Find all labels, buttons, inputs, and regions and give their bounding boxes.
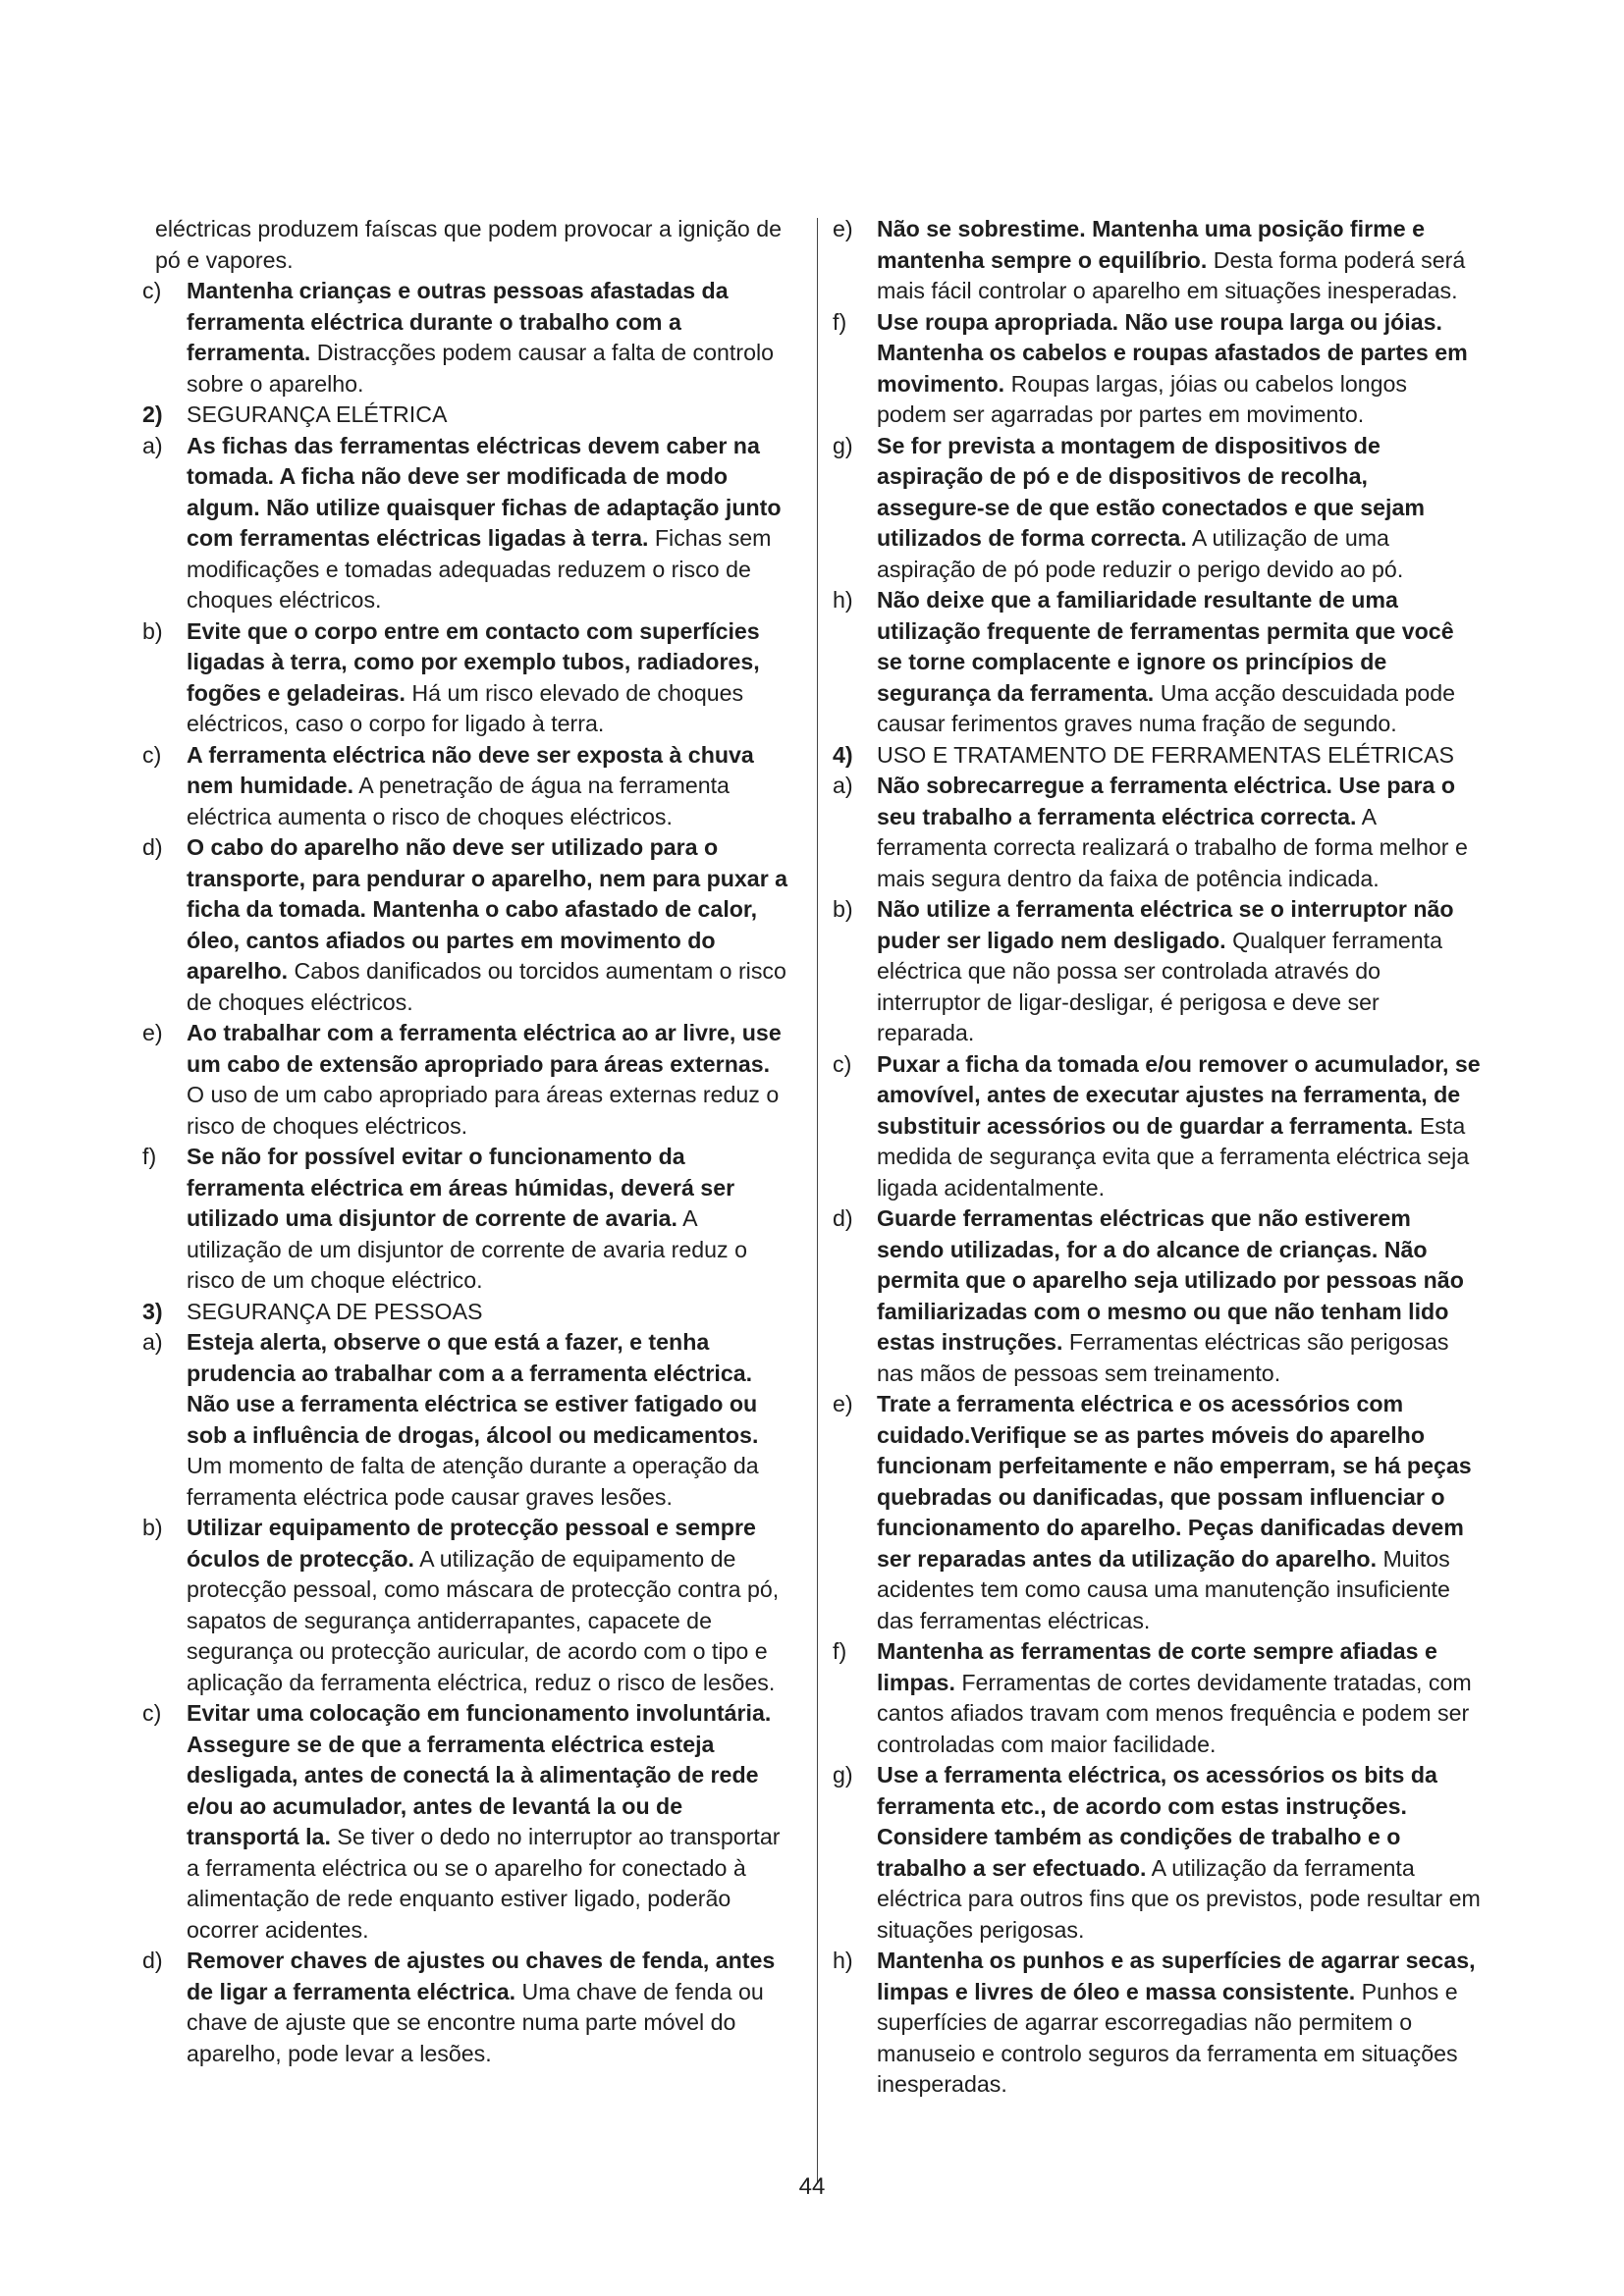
item-label: 3) <box>142 1298 163 1324</box>
body-text: eléctricas produzem faíscas que podem provocar a ignição de pó e vapores. <box>155 216 783 273</box>
bold-instruction: Não deixe que a familiaridade resultante de uma utilização frequente de ferramentas permita que você se torne complacente e ignore os princípios de segurança da ferramenta. <box>877 587 1454 706</box>
body-text: A utilização da ferramenta eléctrica para outros fins que os previstos, pode resultar em situações perigosas. <box>877 1854 1481 1943</box>
item-label: c) <box>142 1700 162 1726</box>
bold-instruction: Guarde ferramentas eléctricas que não estiverem sendo utilizadas, for a do alcance de crianças. Não permita que o aparelho seja utilizado por pessoas não familiarizadas com o mesmo ou que não tenham lido estas instruções. <box>877 1205 1464 1355</box>
item-label: f) <box>833 1638 847 1664</box>
list-item <box>833 1203 1481 1389</box>
bold-instruction: Não utilize a ferramenta eléctrica se o interruptor não puder ser ligado nem desligado. <box>877 896 1454 953</box>
list-item <box>142 1142 790 1297</box>
list-item <box>833 307 1481 431</box>
item-label: d) <box>142 1948 163 1973</box>
item-label: d) <box>142 834 163 860</box>
item-label: g) <box>833 432 853 458</box>
list-item <box>833 214 1481 307</box>
heading-text: USO E TRATAMENTO DE FERRAMENTAS ELÉTRICAS <box>877 741 1454 768</box>
list-item <box>833 585 1481 740</box>
body-text: O uso de um cabo apropriado para áreas externas reduz o risco de choques eléctricos. <box>187 1082 780 1139</box>
body-text: Qualquer ferramenta eléctrica que não possa ser controlada através do interruptor de ligar-desligar, é perigosa e deve ser reparada. <box>877 927 1443 1045</box>
list-item <box>142 1327 790 1513</box>
list-item <box>833 894 1481 1049</box>
bold-instruction: Trate a ferramenta eléctrica e os acessórios com cuidado.Verifique se as partes móveis do aparelho funcionam perfeitamente e não emperram, se há peças quebradas ou danificadas, que possam influenciar o funcionamento do aparelho. Peças danificadas devem ser reparadas antes da utilização do aparelho. <box>877 1391 1472 1572</box>
bold-instruction: Mantenha crianças e outras pessoas afastadas da ferramenta eléctrica durante o trabalho com a ferramenta. <box>187 278 729 365</box>
body-text: Ferramentas eléctricas são perigosas nas mãos de pessoas sem treinamento. <box>877 1329 1449 1386</box>
item-label: g) <box>833 1762 853 1788</box>
list-item <box>833 1760 1481 1946</box>
list-item <box>142 431 790 616</box>
body-text: Desta forma poderá será mais fácil controlar o aparelho em situações inesperadas. <box>877 246 1466 303</box>
body-text: A penetração de água na ferramenta eléctrica aumenta o risco de choques eléctricos. <box>187 773 730 829</box>
item-label: a) <box>142 432 163 458</box>
body-text: Uma chave de fenda ou chave de ajuste que se encontre numa parte móvel do aparelho, pode levar a lesões. <box>187 1978 764 2066</box>
body-text: Roupas largas, jóias ou cabelos longos podem ser agarradas por partes em movimento. <box>877 370 1408 427</box>
bold-instruction: Esteja alerta, observe o que está a fazer, e tenha prudencia ao trabalhar com a a ferramenta eléctrica. Não use a ferramenta eléctrica se estiver fatigado ou sob a influência de drogas, álcool ou medicamentos. <box>187 1329 759 1448</box>
item-label: a) <box>833 773 853 798</box>
item-label: c) <box>833 1050 852 1077</box>
body-text: Cabos danificados ou torcidos aumentam o risco de choques eléctricos. <box>187 958 786 1015</box>
body-text: Distracções podem causar a falta de controlo sobre o aparelho. <box>187 340 775 397</box>
section-heading <box>833 740 1481 772</box>
bold-instruction: Não sobrecarregue a ferramenta eléctrica. Use para o seu trabalho a ferramenta eléctrica correcta. <box>877 773 1455 829</box>
body-text: Se tiver o dedo no interruptor ao transportar a ferramenta eléctrica ou se o aparelho for conectado à alimentação de rede enquanto estiver ligado, poderão ocorrer acidentes. <box>187 1824 781 1943</box>
bold-instruction: Use roupa apropriada. Não use roupa larga ou jóias. Mantenha os cabelos e roupas afastados de partes em movimento. <box>877 308 1468 397</box>
bold-instruction: Não se sobrestime. Mantenha uma posição firme e mantenha sempre o equilíbrio. <box>877 216 1425 273</box>
item-label: c) <box>142 278 162 303</box>
body-text: Esta medida de segurança evita que a ferramenta eléctrica seja ligada acidentalmente. <box>877 1112 1470 1201</box>
body-text: A utilização de uma aspiração de pó pode reduzir o perigo devido ao pó. <box>877 525 1404 582</box>
body-text: Punhos e superfícies de agarrar escorregadias não permitem o manuseio e controlo seguros da ferramenta em situações inesperadas. <box>877 1978 1458 2097</box>
bold-instruction: Se não for possível evitar o funcionamento da ferramenta eléctrica em áreas húmidas, deverá ser utilizado uma disjuntor de corrente de avaria. <box>187 1144 735 1231</box>
list-item <box>142 740 790 833</box>
item-label: h) <box>833 587 853 613</box>
list-item <box>833 1636 1481 1760</box>
bold-instruction: A ferramenta eléctrica não deve ser exposta à chuva nem humidade. <box>187 741 754 798</box>
item-label: a) <box>142 1329 163 1355</box>
left-column <box>142 214 790 2069</box>
bold-instruction: Use a ferramenta eléctrica, os acessórios os bits da ferramenta etc., de acordo com estas instruções. Considere também as condições de trabalho e o trabalho a ser efectuado. <box>877 1762 1437 1881</box>
column-divider <box>817 218 818 2183</box>
body-text: A ferramenta correcta realizará o trabalho de forma melhor e mais segura dentro da faixa de potência indicada. <box>877 803 1468 891</box>
item-label: 2) <box>142 401 163 427</box>
item-label: e) <box>833 1391 853 1416</box>
bold-instruction: Puxar a ficha da tomada e/ou remover o acumulador, se amovível, antes de executar ajustes na ferramenta, de substituir acessórios ou de guardar a ferramenta. <box>877 1050 1481 1139</box>
list-item <box>142 1513 790 1698</box>
item-label: e) <box>833 216 853 241</box>
list-item <box>142 832 790 1018</box>
right-column <box>833 214 1481 2101</box>
body-text: Muitos acidentes tem como causa uma manutenção insuficiente das ferramentas eléctricas. <box>877 1545 1450 1633</box>
continued-paragraph <box>142 214 790 276</box>
list-item <box>142 1698 790 1946</box>
item-label: d) <box>833 1205 853 1231</box>
bold-instruction: O cabo do aparelho não deve ser utilizado para o transporte, para pendurar o aparelho, nem para puxar a ficha da tomada. Mantenha o cabo afastado de calor, óleo, cantos afiados ou partes em movimento do aparelho. <box>187 834 788 984</box>
item-label: b) <box>142 617 163 644</box>
list-item <box>142 1946 790 2069</box>
item-label: h) <box>833 1948 853 1973</box>
bold-instruction: Mantenha as ferramentas de corte sempre afiadas e limpas. <box>877 1638 1437 1695</box>
body-text: Há um risco elevado de choques eléctricos, caso o corpo for ligado à terra. <box>187 679 744 736</box>
bold-instruction: Se for prevista a montagem de dispositivos de aspiração de pó e de dispositivos de recolha, assegure-se de que estão conectados e que sejam utilizados de forma correcta. <box>877 432 1426 551</box>
body-text: Uma acção descuidada pode causar ferimentos graves numa fração de segundo. <box>877 679 1456 736</box>
item-label: b) <box>142 1515 163 1540</box>
list-item <box>833 1049 1481 1204</box>
bold-instruction: Ao trabalhar com a ferramenta eléctrica ao ar livre, use um cabo de extensão apropriado para áreas externas. <box>187 1020 782 1077</box>
bold-instruction: Evite que o corpo entre em contacto com superfícies ligadas à terra, como por exemplo tubos, radiadores, fogões e geladeiras. <box>187 617 760 706</box>
body-text: A utilização de equipamento de protecção pessoal, como máscara de protecção contra pó, sapatos de segurança antiderrapantes, capacete de segurança ou protecção auricular, de acordo com o tipo e aplicação da ferramenta eléctrica, reduz o risco de lesões. <box>187 1545 780 1695</box>
heading-text: SEGURANÇA DE PESSOAS <box>187 1298 483 1324</box>
item-label: 4) <box>833 741 853 768</box>
section-heading <box>142 400 790 431</box>
body-text: A utilização de um disjuntor de corrente de avaria reduz o risco de um choque eléctrico. <box>187 1205 747 1293</box>
bold-instruction: Mantenha os punhos e as superfícies de agarrar secas, limpas e livres de óleo e massa consistente. <box>877 1948 1476 2004</box>
list-item <box>833 1946 1481 2101</box>
list-item <box>833 431 1481 586</box>
page-number: 44 <box>798 2173 826 2200</box>
body-text: Fichas sem modificações e tomadas adequadas reduzem o risco de choques eléctricos. <box>187 525 772 613</box>
bold-instruction: As fichas das ferramentas eléctricas devem caber na tomada. A ficha não deve ser modificada de modo algum. Não utilize quaisquer fichas de adaptação junto com ferramentas eléctricas ligadas à terra. <box>187 432 782 551</box>
list-item <box>142 1018 790 1142</box>
bold-instruction: Utilizar equipamento de protecção pessoal e sempre óculos de protecção. <box>187 1515 756 1572</box>
bold-instruction: Remover chaves de ajustes ou chaves de fenda, antes de ligar a ferramenta eléctrica. <box>187 1948 776 2004</box>
list-item <box>833 1389 1481 1636</box>
item-label: b) <box>833 896 853 922</box>
list-item <box>142 276 790 400</box>
list-item <box>833 771 1481 894</box>
bold-instruction: Evitar uma colocação em funcionamento involuntária. Assegure se de que a ferramenta eléctrica esteja desligada, antes de conectá la à alimentação de rede e/ou ao acumulador, antes de levantá la ou de transportá la. <box>187 1700 772 1849</box>
body-text: Um momento de falta de atenção durante a operação da ferramenta eléctrica pode causar graves lesões. <box>187 1453 759 1510</box>
item-label: f) <box>833 308 847 335</box>
body-text: Ferramentas de cortes devidamente tratadas, com cantos afiados travam com menos frequência e podem ser controladas com maior facilidade. <box>877 1669 1472 1757</box>
list-item <box>142 616 790 740</box>
heading-text: SEGURANÇA ELÉTRICA <box>187 401 448 427</box>
item-label: f) <box>142 1144 157 1169</box>
item-label: e) <box>142 1020 163 1045</box>
item-label: c) <box>142 741 162 768</box>
section-heading <box>142 1297 790 1328</box>
